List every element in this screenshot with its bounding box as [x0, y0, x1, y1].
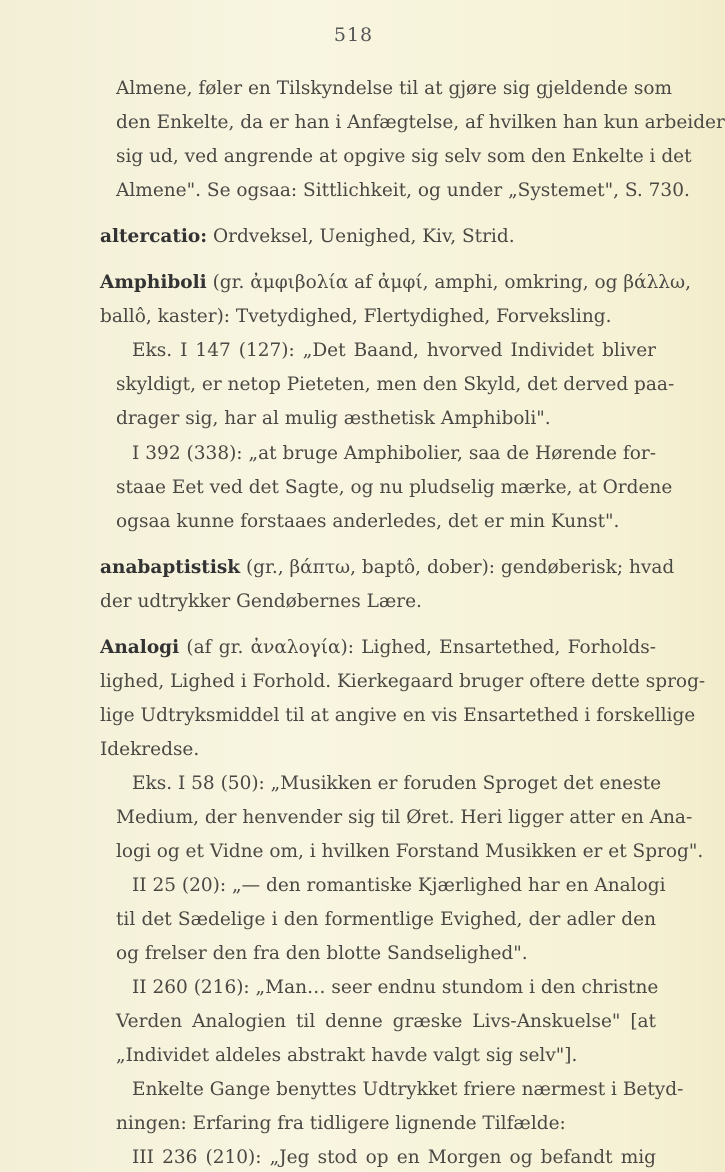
definition: (gr., βάπτω, baptô, dober): gendøberisk; hvad [240, 557, 675, 578]
text-line: Eks. I 58 (50): „Musikken er foruden Sproget det eneste [132, 773, 662, 794]
definition: Ordveksel, Uenighed, Kiv, Strid. [207, 226, 515, 247]
entry-amphiboli [100, 270, 691, 296]
text-line: ogsaa kunne forstaaes anderledes, det er min Kunst". [116, 511, 620, 532]
text-line: og frelser den fra den blotte Sandselighed". [116, 943, 528, 964]
text-line: II 25 (20): „— den romantiske Kjærlighed har en Analogi [132, 875, 666, 896]
text-line: Almene". Se ogsaa: Sittlichkeit, og under „Systemet", S. 730. [116, 180, 690, 201]
text-line: ballô, kaster): Tvetydighed, Flertydighed, Forveksling. [100, 306, 612, 327]
text-line: Idekredse. [100, 739, 200, 760]
headword: Analogi [100, 637, 180, 658]
text-line: ningen: Erfaring fra tidligere lignende Tilfælde: [116, 1113, 566, 1134]
definition: (gr. ἀμφιβολία af ἀμφί, amphi, omkring, og βάλλω, [206, 272, 691, 293]
text-line: „Individet aldeles abstrakt havde valgt sig selv"]. [116, 1045, 578, 1066]
text-line: lighed, Lighed i Forhold. Kierkegaard bruger oftere dette sprog- [100, 671, 706, 692]
text-line: Verden Analogien til denne græske Livs-Anskuelse" [at [116, 1011, 656, 1032]
headword: Amphiboli [100, 272, 207, 293]
text-line: Eks. I 147 (127): „Det Baand, hvorved Individet bliver [132, 340, 656, 361]
definition: (af gr. ἀναλογία): Lighed, Ensartethed, Forholds- [179, 637, 656, 658]
text-line: lige Udtryksmiddel til at angive en vis Ensartethed i forskellige [100, 705, 696, 726]
entry-altercatio [100, 224, 656, 250]
text-line: sig ud, ved angrende at opgive sig selv som den Enkelte i det [116, 146, 692, 167]
text-line: drager sig, har al mulig æsthetisk Amphiboli". [116, 408, 551, 429]
text-line: II 260 (216): „Man… seer endnu stundom i den christne [132, 977, 659, 998]
page-number: 518 [333, 24, 374, 46]
text-line: der udtrykker Gendøbernes Lære. [100, 591, 422, 612]
text-line: staae Eet ved det Sagte, og nu pludselig mærke, at Ordene [116, 477, 673, 498]
text-line: den Enkelte, da er han i Anfægtelse, af hvilken han kun arbeider [116, 112, 725, 133]
text-line: Medium, der henvender sig til Øret. Heri ligger atter en Ana- [116, 807, 693, 828]
entry-analogi [100, 635, 656, 661]
text-line: til det Sædelige i den formentlige Evighed, der adler den [116, 909, 656, 930]
text-line: III 236 (210): „Jeg stod op en Morgen og befandt mig [132, 1147, 656, 1168]
entry-anabaptistisk [100, 555, 675, 581]
headword: anabaptistisk [100, 557, 241, 578]
text-line: skyldigt, er netop Pieteten, men den Skyld, det derved paa- [116, 374, 675, 395]
headword: altercatio: [100, 226, 208, 247]
text-line: Enkelte Gange benyttes Udtrykket friere nærmest i Betyd- [132, 1079, 684, 1100]
text-line: logi og et Vidne om, i hvilken Forstand Musikken er et Sprog". [116, 841, 704, 862]
text-line: Almene, føler en Tilskyndelse til at gjøre sig gjeldende som [116, 78, 672, 99]
text-line: I 392 (338): „at bruge Amphibolier, saa de Hørende for- [132, 443, 656, 464]
